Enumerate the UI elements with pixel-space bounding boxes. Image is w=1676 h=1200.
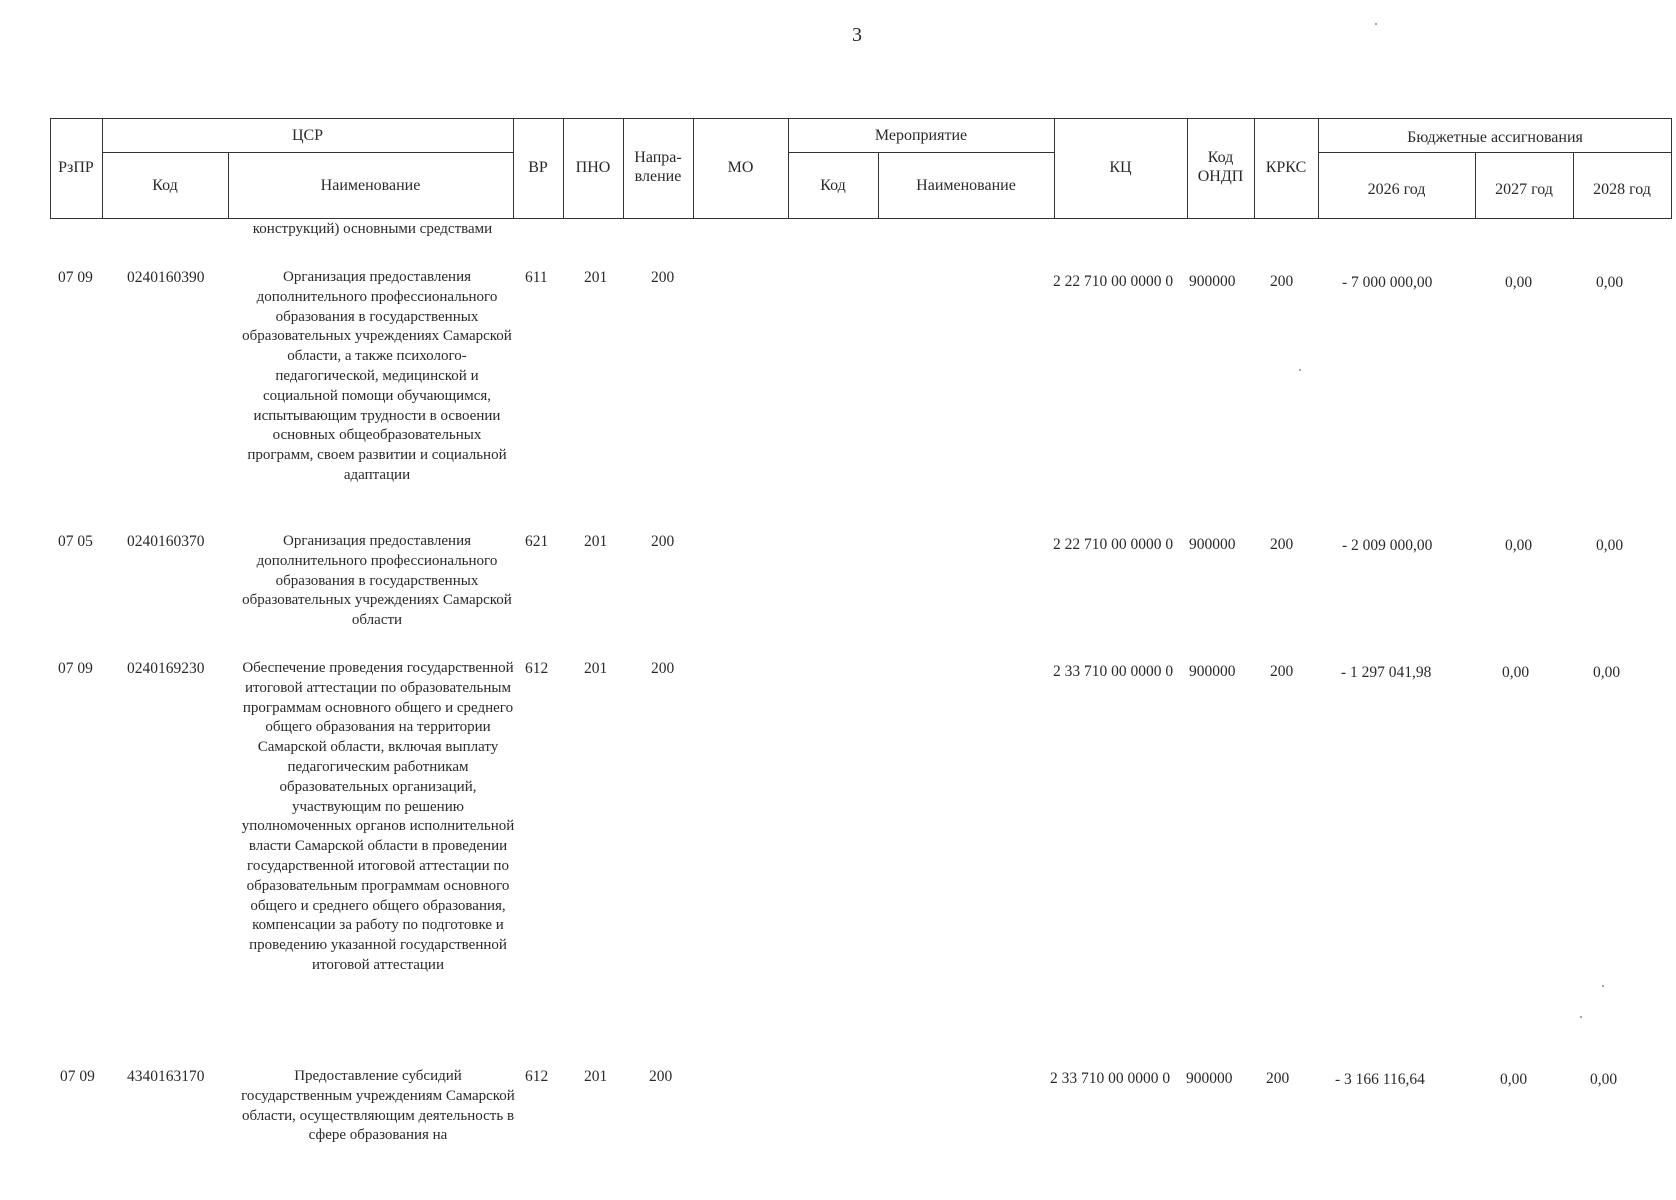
cell-pno: 201	[584, 1068, 608, 1085]
cell-kc: 2 33 710 00 0000 0	[1050, 1070, 1171, 1087]
cell-2026: - 2 009 000,00	[1342, 537, 1433, 554]
table-header	[50, 118, 1672, 218]
header-krks: КРКС	[1265, 159, 1307, 176]
cell-code: 0240160370	[127, 533, 205, 550]
scan-speck	[1375, 23, 1377, 25]
header-top-line	[50, 118, 1672, 119]
cell-code: 4340163170	[127, 1068, 205, 1085]
event-divider-line	[788, 152, 1054, 153]
cell-2027: 0,00	[1500, 1071, 1528, 1088]
header-event: Мероприятие	[874, 127, 968, 144]
header-budget: Бюджетные ассигнования	[1407, 129, 1583, 146]
cell-vr: 612	[525, 660, 549, 677]
cell-krks: 200	[1270, 536, 1294, 553]
header-event-name: Наименование	[916, 177, 1016, 194]
cell-pno: 201	[584, 269, 608, 286]
cell-ondp: 900000	[1189, 536, 1236, 553]
header-2027: 2027 год	[1495, 181, 1553, 198]
header-rzpr: РзПР	[58, 159, 94, 176]
budget-divider-line	[1318, 152, 1672, 153]
cell-vr: 612	[525, 1068, 549, 1085]
cell-rzpr: 07 05	[58, 533, 93, 550]
cell-rzpr: 07 09	[58, 660, 93, 677]
cell-vr: 621	[525, 533, 549, 550]
header-direction: Напра- вление	[634, 149, 682, 185]
header-2028: 2028 год	[1593, 181, 1651, 198]
cell-direction: 200	[651, 533, 675, 550]
cell-direction: 200	[651, 660, 675, 677]
header-2026: 2026 год	[1367, 181, 1426, 198]
header-event-code: Код	[820, 177, 846, 194]
header-vr: ВР	[528, 159, 548, 176]
scan-speck	[1299, 369, 1301, 371]
header-csr-code: Код	[152, 177, 178, 194]
cell-ondp: 900000	[1189, 273, 1236, 290]
cell-rzpr: 07 09	[58, 269, 93, 286]
header-kc: КЦ	[1109, 159, 1132, 176]
cell-2026: - 3 166 116,64	[1335, 1071, 1425, 1088]
header-bottom-line	[50, 218, 1672, 219]
cell-2028: 0,00	[1596, 274, 1624, 291]
cell-pno: 201	[584, 533, 608, 550]
cell-kc: 2 22 710 00 0000 0	[1053, 273, 1174, 290]
cell-ondp: 900000	[1186, 1070, 1233, 1087]
cell-2026: - 1 297 041,98	[1341, 664, 1432, 681]
cell-2028: 0,00	[1596, 537, 1624, 554]
cell-name: Организация предоставления дополнительного профессионального образования в государственных образовательных учреждениях Самарской области, а также психолого-педагогической, медицинской и социальной помощи обучающимся, испытывающим трудности в освоении основных общеобразовательных программ, своем развитии и социальной адаптации	[242, 269, 512, 483]
scan-speck	[1602, 985, 1604, 987]
cell-pno: 201	[584, 660, 608, 677]
cell-direction: 200	[649, 1068, 673, 1085]
csr-divider-line	[102, 152, 513, 153]
header-csr-name: Наименование	[320, 177, 421, 194]
cell-2027: 0,00	[1505, 274, 1533, 291]
page-number: 3	[852, 24, 862, 46]
cell-vr: 611	[525, 269, 548, 286]
cell-krks: 200	[1266, 1070, 1290, 1087]
scan-speck	[1580, 1016, 1582, 1018]
cell-code: 0240160390	[127, 269, 205, 286]
cell-name: Предоставление субсидий государственным учреждениям Самарской области, осуществляющим деятельность в сфере образования на	[241, 1068, 515, 1144]
cell-name: Обеспечение проведения государственной итоговой аттестации по образовательным программам основного общего и среднего общего образования на территории Самарской области, включая выплату педагогическим работникам образовательных организаций, участвующим по решению уполномоченных органов исполнительной власти Самарской области в проведении государственной итоговой аттестации по образовательным программам основного общего и среднего общего образования, компенсации за работу по подготовке и проведению указанной государственной итоговой аттестации	[241, 660, 515, 973]
cell-2027: 0,00	[1505, 537, 1533, 554]
cell-kc: 2 22 710 00 0000 0	[1053, 536, 1174, 553]
cell-2026: - 7 000 000,00	[1342, 274, 1433, 291]
header-ondp: Код ОНДП	[1197, 149, 1244, 185]
cell-code: 0240169230	[127, 660, 205, 677]
cell-krks: 200	[1270, 273, 1294, 290]
cell-kc: 2 33 710 00 0000 0	[1053, 663, 1174, 680]
cell-rzpr: 07 09	[60, 1068, 95, 1085]
carryover-text: конструкций) основными средствами	[252, 221, 493, 237]
header-pno: ПНО	[575, 159, 611, 176]
header-mo: МО	[727, 159, 754, 176]
cell-krks: 200	[1270, 663, 1294, 680]
cell-2027: 0,00	[1502, 664, 1530, 681]
cell-ondp: 900000	[1189, 663, 1236, 680]
cell-name: Организация предоставления дополнительного профессионального образования в государственных образовательных учреждениях Самарской области	[242, 533, 512, 629]
header-csr: ЦСР	[291, 127, 324, 144]
cell-2028: 0,00	[1593, 664, 1621, 681]
cell-direction: 200	[651, 269, 675, 286]
cell-2028: 0,00	[1590, 1071, 1618, 1088]
